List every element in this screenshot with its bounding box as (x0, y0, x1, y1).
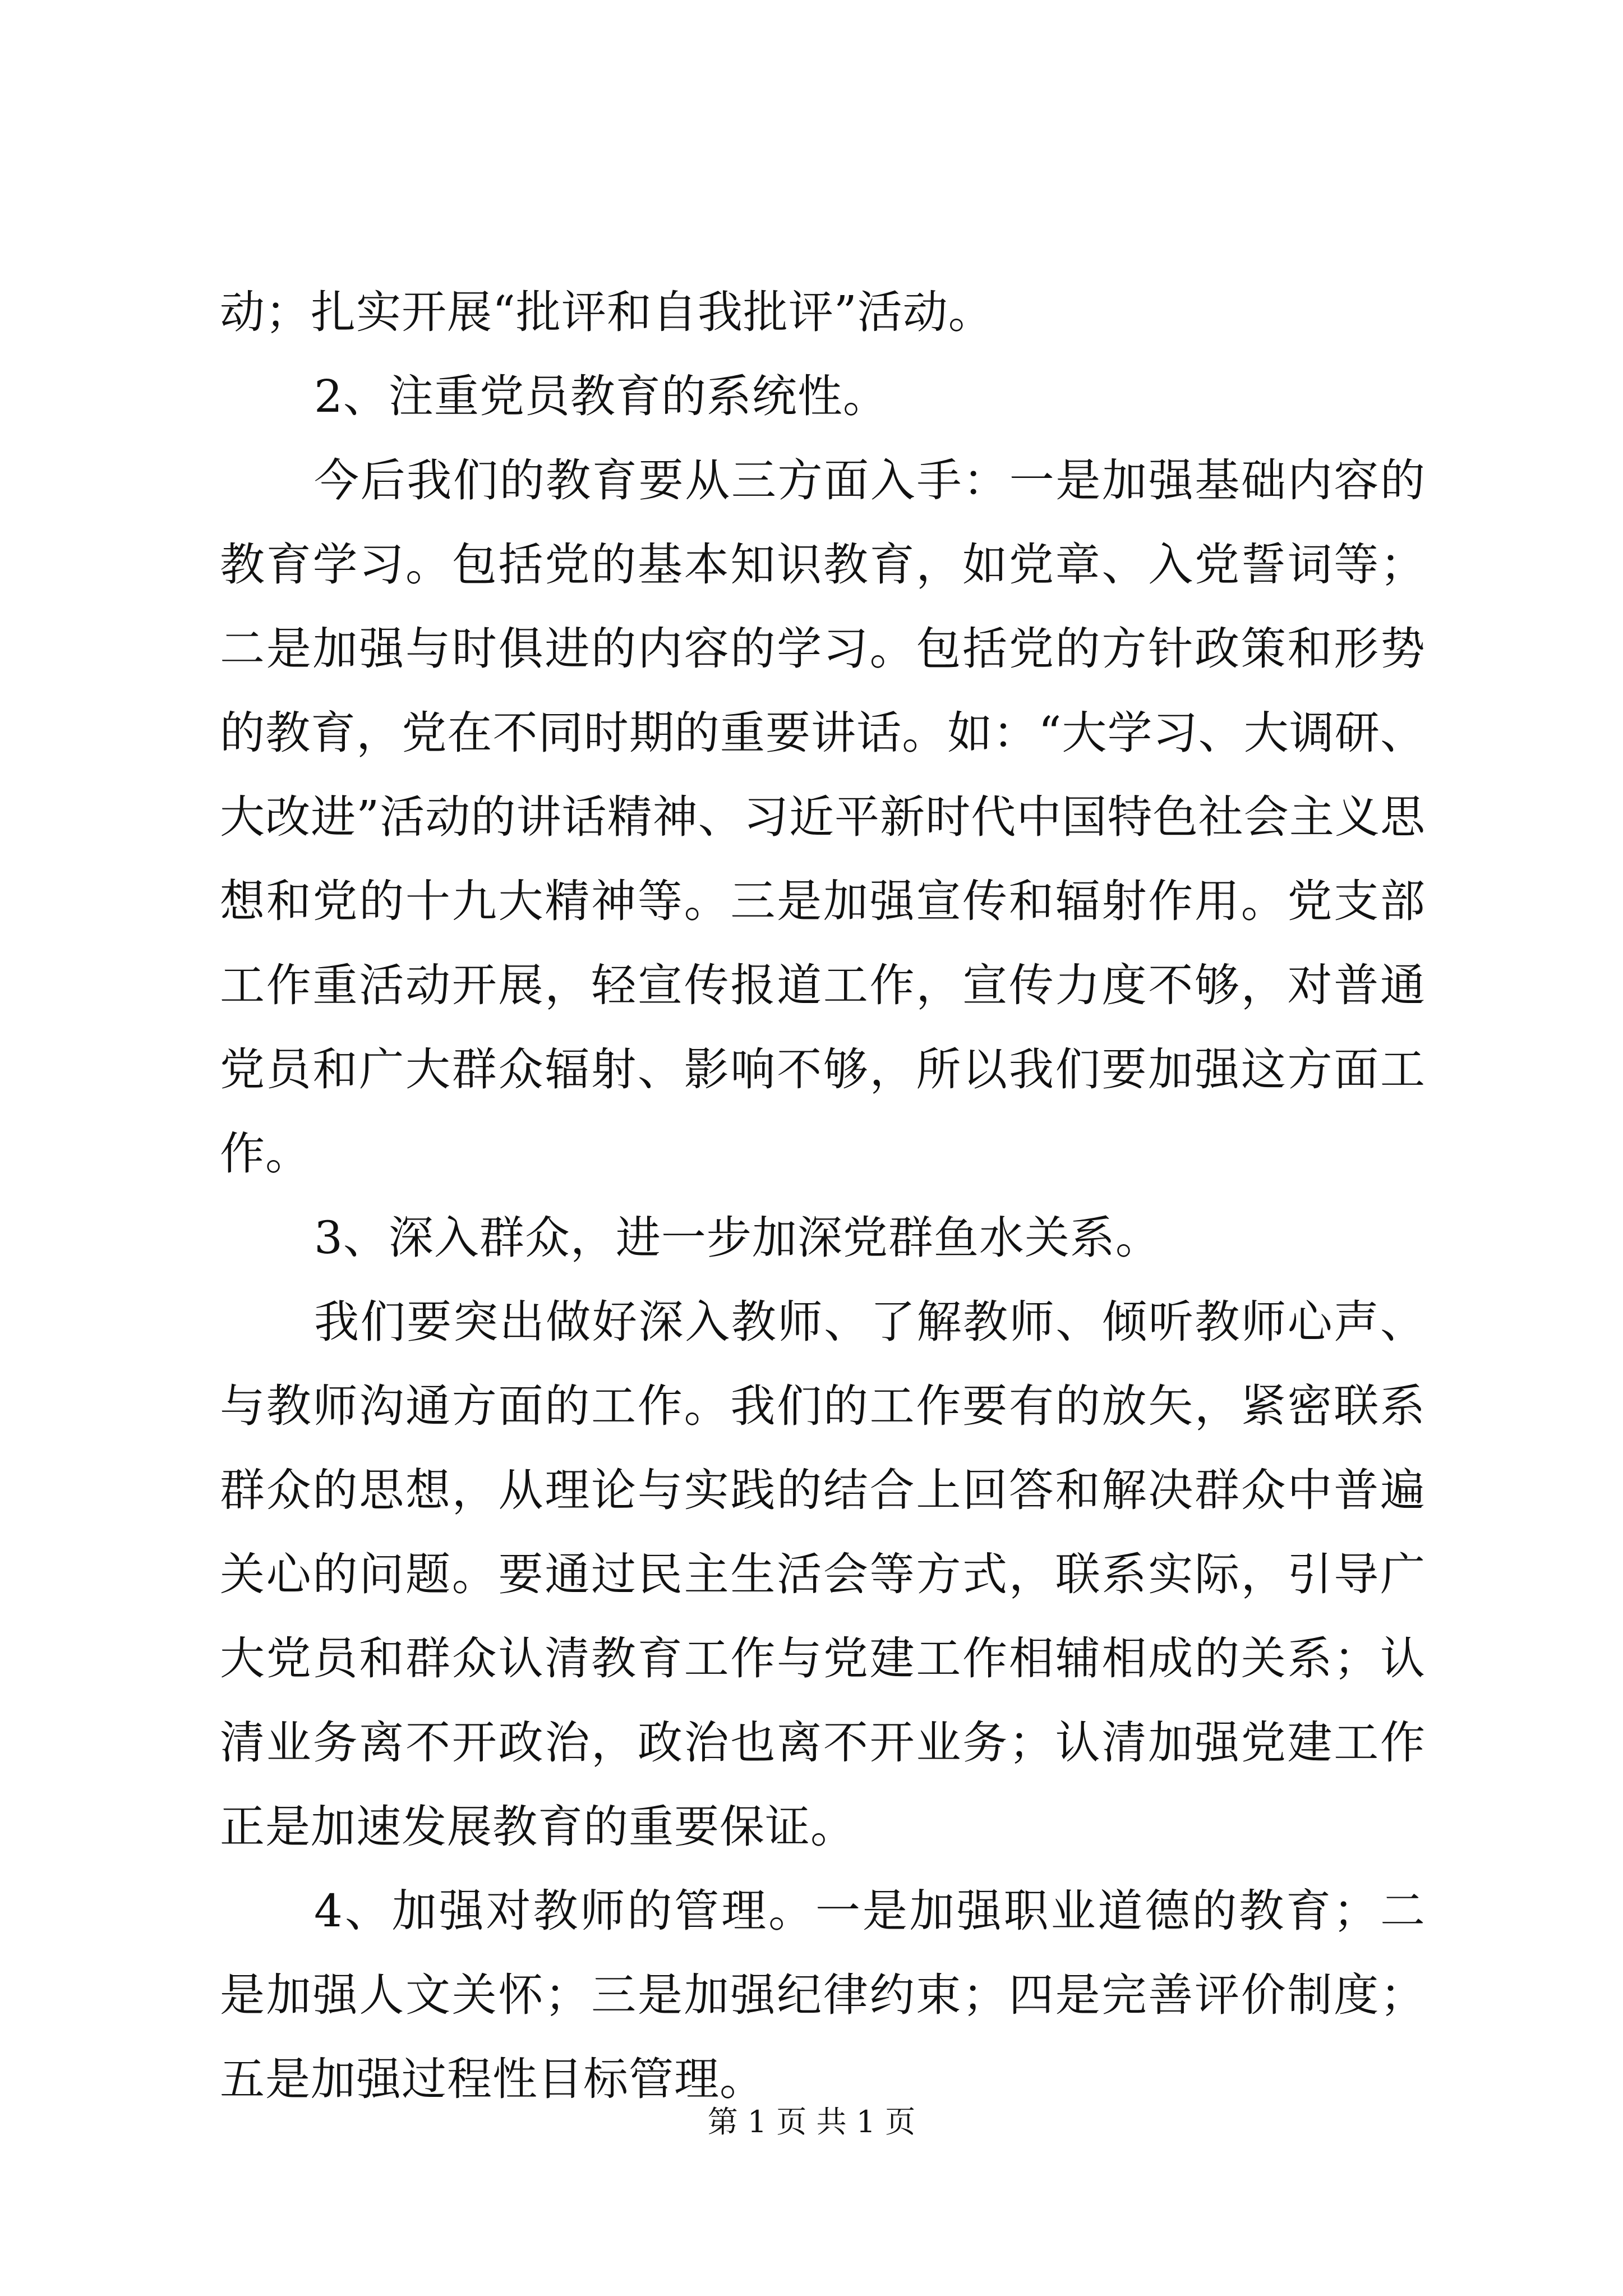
paragraph-1: 动；扎实开展“批评和自我批评”活动。 (220, 286, 994, 338)
paragraph-2-heading: 2、注重党员教育的系统性。 (314, 370, 888, 422)
page-footer: 第 1 页 共 1 页 (707, 2104, 916, 2139)
paragraph-5: 我们要突出做好深入教师、了解教师、倾听教师心声、与教师沟通方面的工作。我们的工作要有的放矢，紧密联系群众的思想，从理论与实践的结合上回答和解决群众中普遍关心的问题。要通过民主生活会等方式，联系实际，引导广大党员和群众认清教育工作与党建工作相辅相成的关系；认清业务离不开政治，政治也离不开业务；认清加强党建工作正是加速发展教育的重要保证。 (220, 1296, 1426, 1853)
document-body (220, 270, 1426, 2122)
paragraph-6: 4、加强对教师的管理。一是加强职业道德的教育；二是加强人文关怀；三是加强纪律约束；四是完善评价制度；五是加强过程性目标管理。 (220, 1885, 1426, 2105)
paragraph-3: 今后我们的教育要从三方面入手：一是加强基础内容的教育学习。包括党的基本知识教育，如党章、入党誓词等；二是加强与时俱进的内容的学习。包括党的方针政策和形势的教育，党在不同时期的重要讲话。如：“大学习、大调研、大改进”活动的讲话精神、习近平新时代中国特色社会主义思想和党的十九大精神等。三是加强宣传和辐射作用。党支部工作重活动开展，轻宣传报道工作，宣传力度不够，对普通党员和广大群众辐射、影响不够，所以我们要加强这方面工作。 (220, 454, 1426, 1180)
paragraph-4-heading: 3、深入群众，进一步加深党群鱼水关系。 (314, 1212, 1161, 1264)
